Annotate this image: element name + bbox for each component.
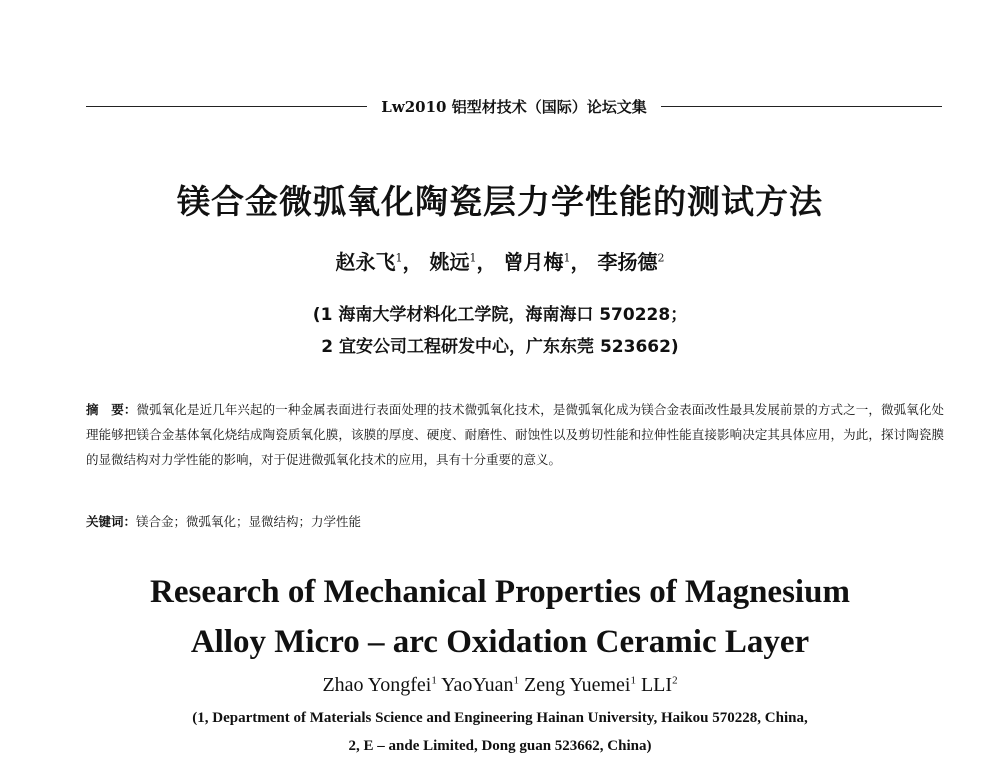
abstract [86,397,944,472]
abstract-label: 摘 要： [86,402,137,417]
keywords-label: 关键词： [86,514,137,529]
author-name: 李扬德 [597,250,658,274]
english-affiliation-1: (1, Department of Materials Science and Engineering Hainan University, Haikou 570228, China, [192,710,808,726]
header-line-right [661,106,942,107]
author-affil-mark: 1 [395,251,403,265]
author-affil-mark: 2 [657,251,665,265]
author-name: YaoYuan [441,674,514,696]
author-affil-mark: 1 [630,674,636,687]
english-affiliation-2: 2, E – ande Limited, Dong guan 523662, China) [348,738,652,754]
keywords [86,511,944,533]
english-title-line-1: Research of Mechanical Properties of Magnesium [150,574,850,610]
author-name: 赵永飞 [335,250,396,274]
chinese-title: 镁合金微弧氧化陶瓷层力学性能的测试方法 [177,182,823,221]
header-rule [86,96,942,116]
author-name: 姚远 [429,250,470,274]
journal-header: Lw2010 铝型材技术（国际）论坛文集 [381,97,647,116]
author-affil-mark: 1 [469,251,477,265]
author-name: LLI [640,674,673,696]
author-affil-mark: 2 [672,674,678,687]
author-separator: ， [570,250,591,274]
author-affil-mark: 1 [431,674,437,687]
chinese-affiliation-1: (1 海南大学材料化工学院，海南海口 570228； [312,305,688,325]
author-separator: ， [476,250,497,274]
abstract-text: 微弧氧化是近几年兴起的一种金属表面进行表面处理的技术微弧氧化技术，是微弧氧化成为镁合金表面改性最具发展前景的方式之一，微弧氧化处理能够把镁合金基体氧化烧结成陶瓷质氧化膜，该膜的厚度、硬度、耐磨性、耐蚀性以及剪切性能和拉伸性能直接影响决定其具体应用，为此，探讨陶瓷膜的显微结构对力学性能的影响，对于促进微弧氧化技术的应用，具有十分重要的意义。 [86,402,944,467]
english-title-line-2: Alloy Micro – arc Oxidation Ceramic Layer [190,624,810,660]
author-name: Zeng Yuemei [524,674,631,696]
author-name: Zhao Yongfei [322,674,432,696]
header-line-left [86,106,367,107]
chinese-affiliation-2: 2 宜安公司工程研发中心，广东东莞 523662) [321,337,679,357]
keywords-text: 镁合金；微弧氧化；显微结构；力学性能 [136,514,362,529]
chinese-authors [0,246,1000,275]
author-affil-mark: 1 [563,251,571,265]
author-separator: ， [402,250,423,274]
author-name: 曾月梅 [503,250,564,274]
author-affil-mark: 1 [513,674,520,687]
english-authors [0,674,1000,697]
